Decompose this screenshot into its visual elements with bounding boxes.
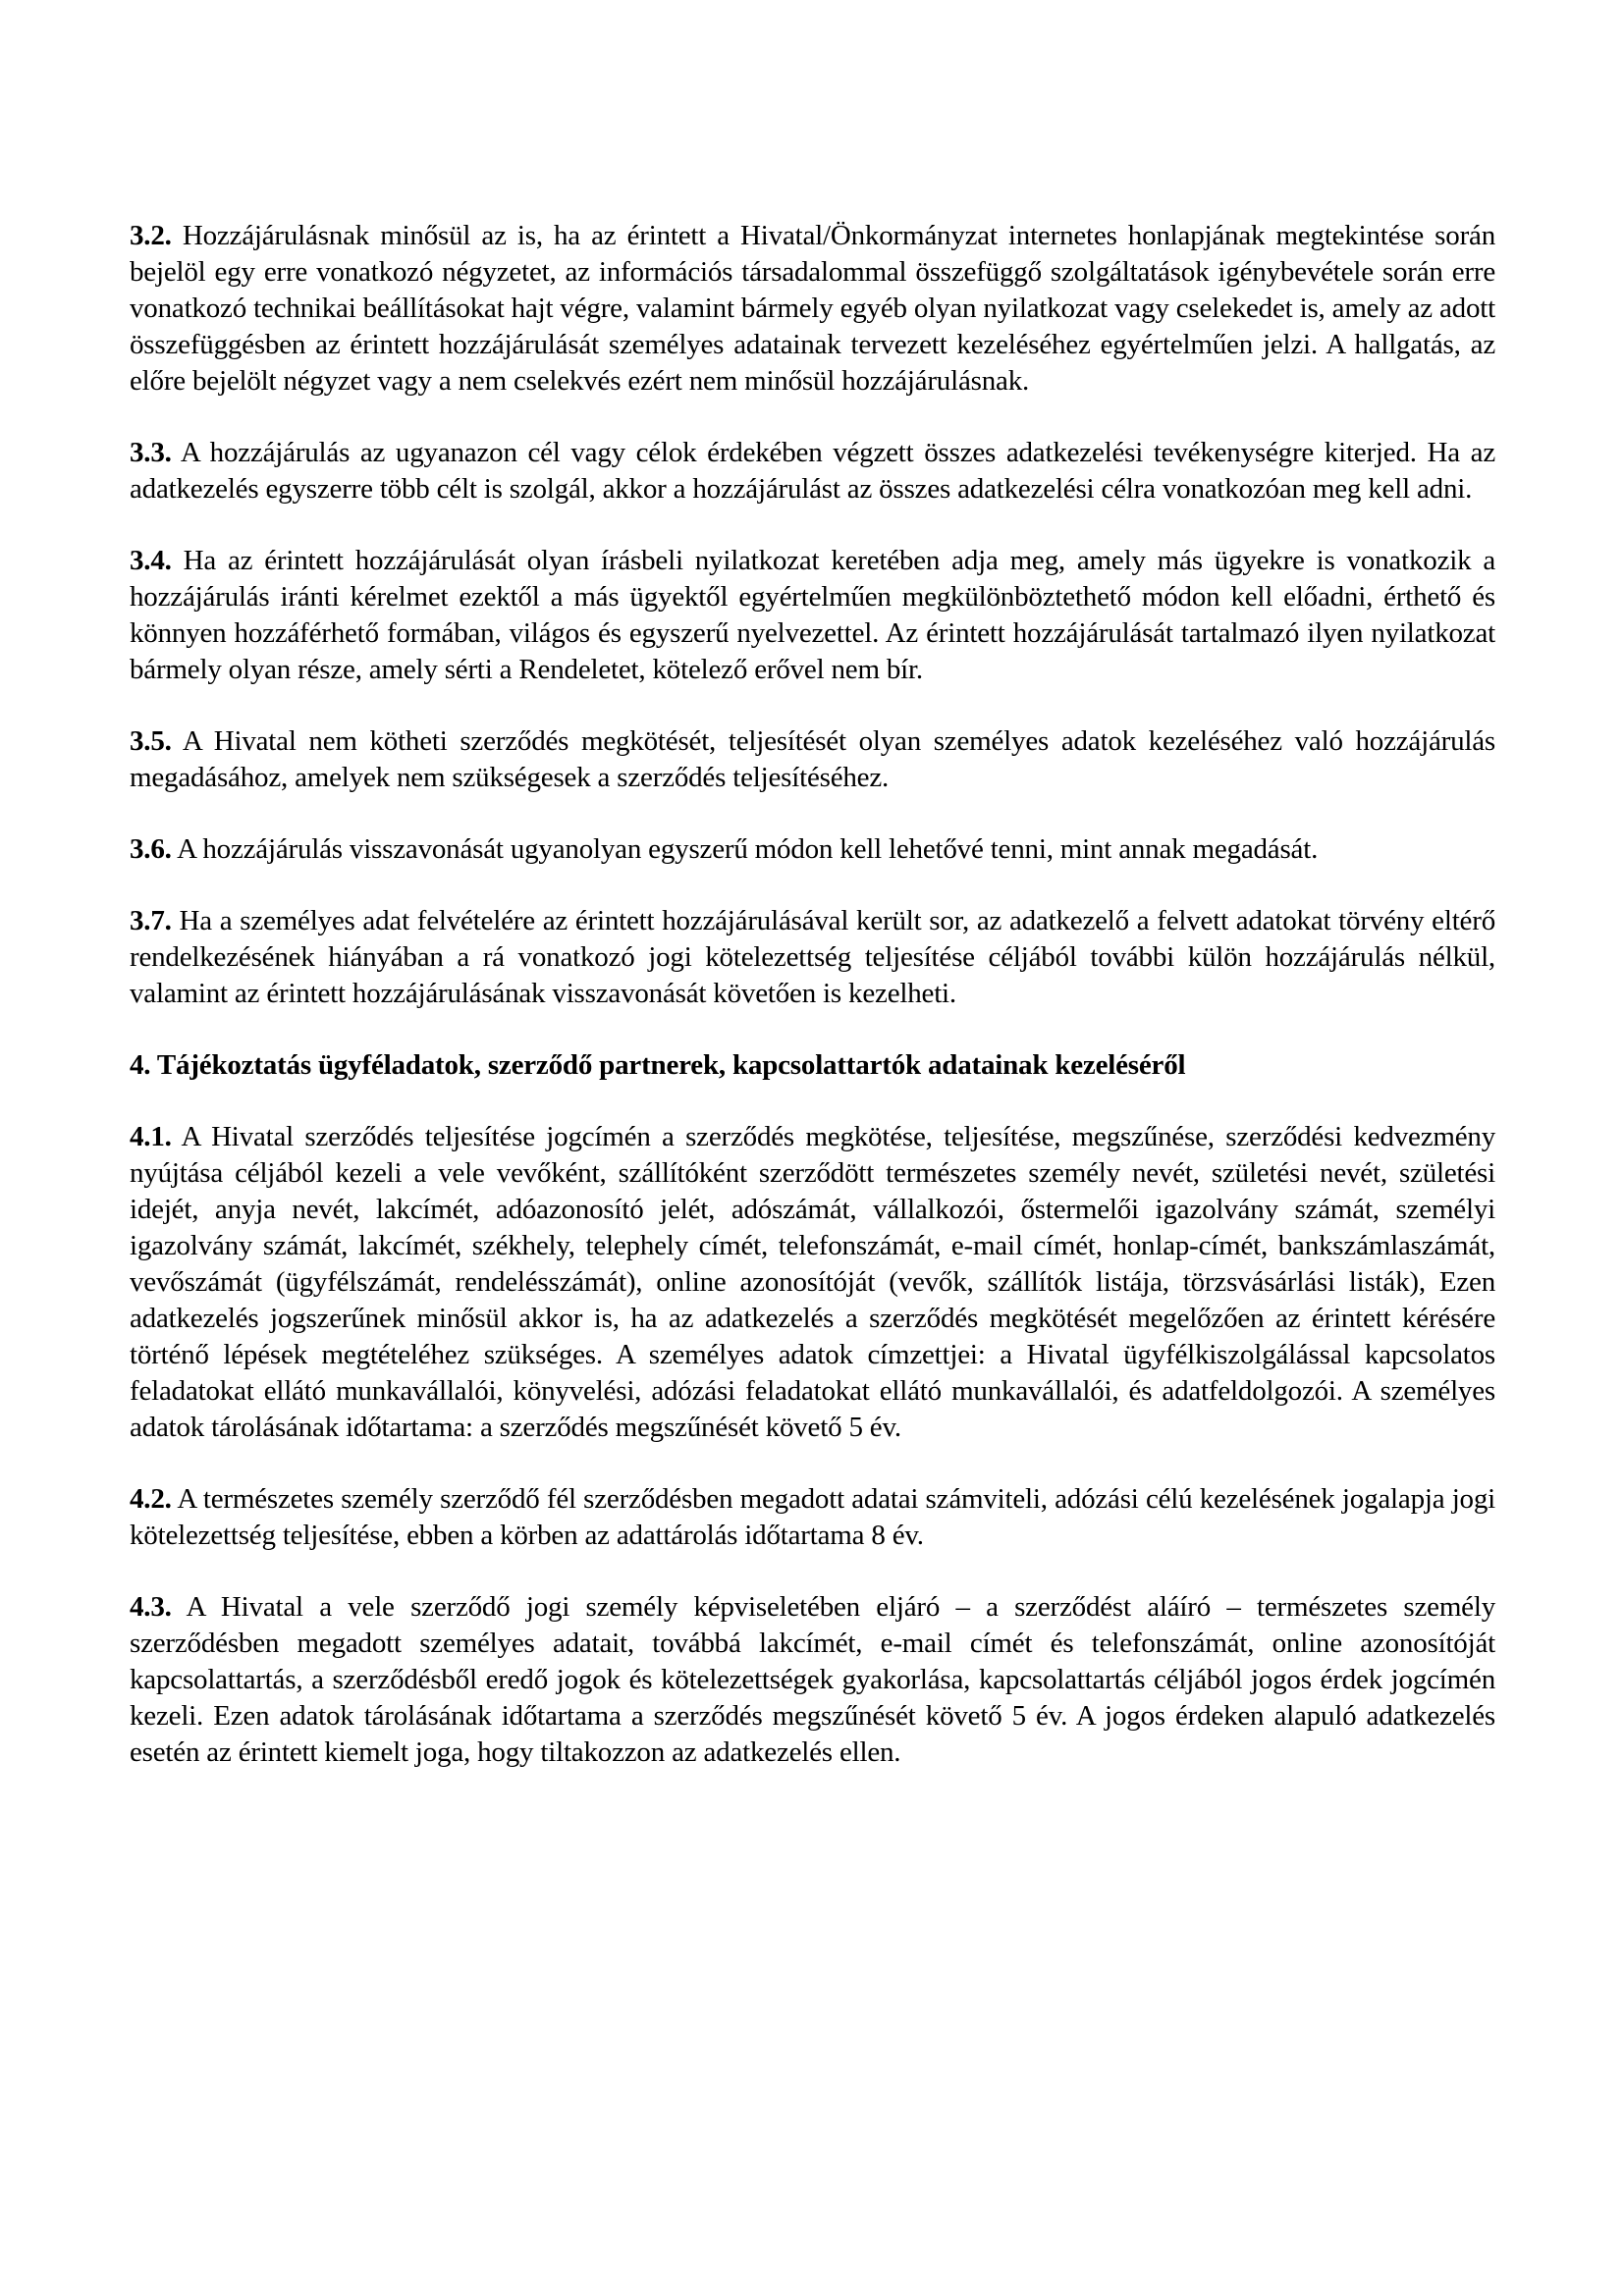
paragraph-3-5 [130,723,1495,796]
section-number-3-3: 3.3. [130,437,172,468]
paragraph-3-2 [130,218,1495,400]
section-number-4-1: 4.1. [130,1121,172,1152]
paragraph-3-5-text: A Hivatal nem kötheti szerződés megkötését, teljesítését olyan személyes adatok kezeléséhez való hozzájárulás megadásához, amelyek nem szükségesek a szerződés teljesítéséhez. [130,725,1496,793]
paragraph-4-3-text: A Hivatal a vele szerződő jogi személy képviseletében eljáró – a szerződést aláíró – természetes személy szerződésben megadott személyes adatait, továbbá lakcímét, e-mail címét és telefonszámát, online azonosítóját kapcsolattartás, a szerződésből eredő jogok és kötelezettségek gyakorlása, kapcsolattartás céljából jogos érdek jogcímén kezeli. Ezen adatok tárolásának időtartama a szerződés megszűnését követő 5 év. A jogos érdeken alapuló adatkezelés esetén az érintett kiemelt joga, hogy tiltakozzon az adatkezelés ellen. [130,1591,1495,1768]
section-number-3-6: 3.6. [130,833,172,865]
paragraph-4-3 [130,1589,1495,1771]
paragraph-3-6 [130,831,1495,868]
paragraph-4-2 [130,1481,1495,1554]
paragraph-3-3-text: A hozzájárulás az ugyanazon cél vagy célok érdekében végzett összes adatkezelési tevékenységre kiterjed. Ha az adatkezelés egyszerre több célt is szolgál, akkor a hozzájárulást az összes adatkezelési célra vonatkozóan meg kell adni. [130,437,1495,505]
section-number-3-7: 3.7. [130,905,172,936]
section-number-3-4: 3.4. [130,545,172,576]
section-number-3-2: 3.2. [130,220,172,251]
paragraph-3-4-text: Ha az érintett hozzájárulását olyan írásbeli nyilatkozat keretében adja meg, amely más ügyekre is vonatkozik a hozzájárulás iránti kérelmet ezektől a más ügyektől egyértelműen megkülönböztethető módon kell előadni, érthető és könnyen hozzáférhető formában, világos és egyszerű nyelvezettel. Az érintett hozzájárulását tartalmazó ilyen nyilatkozat bármely olyan része, amely sérti a Rendeletet, kötelező erővel nem bír. [130,545,1495,685]
section-4-heading: 4. Tájékoztatás ügyféladatok, szerződő partnerek, kapcsolattartók adatainak kezeléséről [130,1049,1186,1081]
paragraph-3-7 [130,903,1495,1012]
section-number-4-2: 4.2. [130,1483,172,1515]
section-number-4-3: 4.3. [130,1591,172,1623]
paragraph-3-2-text: Hozzájárulásnak minősül az is, ha az érintett a Hivatal/Önkormányzat internetes honlapjának megtekintése során bejelöl egy erre vonatkozó négyzetet, az információs társadalommal összefüggő szolgáltatások igénybevétele során erre vonatkozó technikai beállításokat hajt végre, valamint bármely egyéb olyan nyilatkozat vagy cselekedet is, amely az adott összefüggésben az érintett hozzájárulását személyes adatainak tervezett kezeléséhez egyértelműen jelzi. A hallgatás, az előre bejelölt négyzet vagy a nem cselekvés ezért nem minősül hozzájárulásnak. [130,220,1495,397]
paragraph-3-3 [130,435,1495,507]
paragraph-3-7-text: Ha a személyes adat felvételére az érintett hozzájárulásával került sor, az adatkezelő a felvett adatokat törvény eltérő rendelkezésének hiányában a rá vonatkozó jogi kötelezettség teljesítése céljából további külön hozzájárulás nélkül, valamint az érintett hozzájárulásának visszavonását követően is kezelheti. [130,905,1495,1009]
paragraph-3-4 [130,543,1495,688]
paragraph-4-1 [130,1119,1495,1446]
section-number-3-5: 3.5. [130,725,172,757]
paragraph-4-2-text: A természetes személy szerződő fél szerződésben megadott adatai számviteli, adózási célú kezelésének jogalapja jogi kötelezettség teljesítése, ebben a körben az adattárolás időtartama 8 év. [130,1483,1496,1551]
paragraph-3-6-text: A hozzájárulás visszavonását ugyanolyan egyszerű módon kell lehetővé tenni, mint annak megadását. [177,833,1319,865]
paragraph-4-1-text: A Hivatal szerződés teljesítése jogcímén a szerződés megkötése, teljesítése, megszűnése, szerződési kedvezmény nyújtása céljából kezeli a vele vevőként, szállítóként szerződött természetes személy nevét, születési nevét, születési idejét, anyja nevét, lakcímét, adóazonosító jelét, adószámát, vállalkozói, őstermelői igazolvány számát, személyi igazolvány számát, lakcímét, székhely, telephely címét, telefonszámát, e-mail címét, honlap-címét, bankszámlaszámát, vevőszámát (ügyfélszámát, rendelésszámát), online azonosítóját (vevők, szállítók listája, törzsvásárlási listák), Ezen adatkezelés jogszerűnek minősül akkor is, ha az adatkezelés a szerződés megkötését megelőzően az érintett kérésére történő lépések megtételéhez szükséges. A személyes adatok címzettjei: a Hivatal ügyfélkiszolgálással kapcsolatos feladatokat ellátó munkavállalói, könyvelési, adózási feladatokat ellátó munkavállalói, és adatfeldolgozói. A személyes adatok tárolásának időtartama: a szerződés megszűnését követő 5 év. [130,1121,1495,1443]
